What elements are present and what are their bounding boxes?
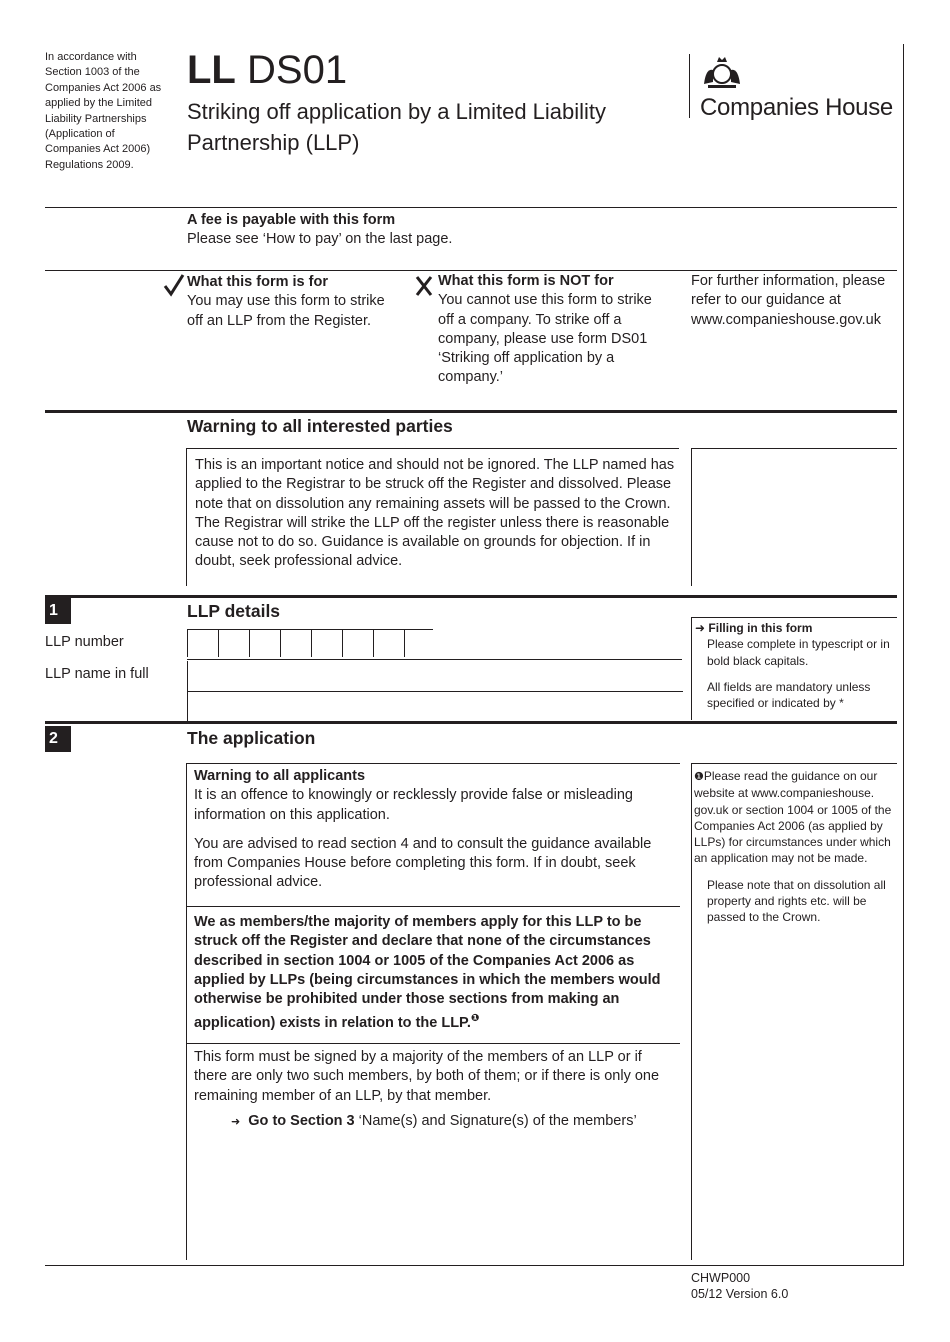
advice-text: You are advised to read section 4 and to consult the guidance available from Companies House before completing this form. If in doubt, seek professional advice.	[194, 835, 652, 891]
cross-icon	[414, 275, 434, 297]
form-not-for-text: You cannot use this form to strike off a company. To strike off a company, please use form DS01 ‘Striking off application by a company.’	[438, 292, 652, 386]
warning-applicants-text: It is an offence to knowingly or recklessly provide false or misleading information on this application.	[194, 787, 633, 823]
goto-section-3	[231, 1112, 681, 1132]
goto-section-label: Go to Section 3	[248, 1113, 355, 1129]
filling-in-title: Filling in this form	[708, 621, 813, 635]
section-2-number: 2	[45, 726, 71, 752]
form-for-title: What this form is for	[187, 274, 328, 290]
fee-title: A fee is payable with this form	[187, 212, 396, 228]
form-code-bold: LL	[187, 48, 236, 92]
form-not-purpose	[438, 272, 663, 388]
filling-in-text2: All fields are mandatory unless specified or indicated by *	[707, 679, 871, 711]
footer-code: CHWP000	[691, 1271, 751, 1285]
declaration	[194, 913, 678, 1034]
declaration-text: We as members/the majority of members apply for this LLP to be struck off the Register and declare that none of the circumstances described in section 1004 or 1005 of the Companies Act 2006 as applied by LLPs (being circumstances in which the members would otherwise be prohibited under those sections from making an application) exists in relation to the LLP.	[194, 914, 661, 1032]
form-purpose	[187, 273, 402, 331]
section-1-number: 1	[45, 598, 71, 624]
filling-in-note	[695, 620, 893, 711]
arrow-right-icon: ➜	[695, 621, 706, 635]
warning-applicants	[194, 767, 674, 893]
checkmark-icon	[163, 273, 185, 297]
form-code	[187, 46, 347, 94]
warning-applicants-title: Warning to all applicants	[194, 768, 366, 784]
fee-notice	[187, 211, 452, 250]
further-info: For further information, please refer to our guidance at www.companieshouse.gov.uk	[691, 273, 886, 328]
footer	[691, 1270, 788, 1302]
section-1-title: LLP details	[187, 601, 281, 621]
royal-crest-icon	[700, 54, 744, 90]
form-not-for-title: What this form is NOT for	[438, 273, 614, 289]
warning-parties-text: This is an important notice and should not be ignored. The LLP named has applied to the Registrar to be struck off the Register and dissolved. Please note that on dissolution any remaining assets will be passed to the Crown. The Registrar will strike the LLP off the register unless there is reasonable cause not to do so. Guidance is available on grounds for objection. If in doubt, seek professional advice.	[195, 457, 675, 570]
section-2-title: The application	[187, 728, 316, 748]
sign-instructions: This form must be signed by a majority of the members of an LLP or if there are only two such members, by both of them; or if there is only one remaining member of an LLP, by that member.	[194, 1049, 660, 1104]
footer-version: 05/12 Version 6.0	[691, 1287, 789, 1301]
form-for-text: You may use this form to strike off an LLP from the Register.	[187, 293, 385, 329]
llp-name-label: LLP name in full	[45, 666, 149, 682]
guidance-note	[694, 768, 894, 926]
arrow-right-icon: ➜	[231, 1116, 241, 1128]
llp-name-input[interactable]	[187, 661, 683, 721]
form-code-number: DS01	[247, 48, 348, 92]
note-marker-icon: ❶	[470, 1013, 480, 1025]
info-marker-icon: ❶	[694, 771, 704, 783]
goto-section-text: ‘Name(s) and Signature(s) of the members’	[354, 1113, 637, 1129]
fee-text: Please see ‘How to pay’ on the last page.	[187, 231, 453, 248]
guidance-note-text: Please read the guidance on our website at www.companieshouse. gov.uk or section 1004 or 1005 of the Companies Act 2006 (as applied by LLPs) for circumstances under which an application may not be made.	[694, 769, 892, 866]
form-title: Striking off application by a Limited Liability Partnership (LLP)	[187, 99, 607, 155]
llp-number-input[interactable]	[187, 629, 682, 659]
filling-in-text: Please complete in typescript or in bold black capitals.	[707, 637, 890, 668]
warning-parties-title: Warning to all interested parties	[187, 416, 453, 436]
llp-number-label: LLP number	[45, 634, 124, 650]
legal-note: In accordance with Section 1003 of the Companies Act 2006 as applied by the Limited Liability Partnerships (Application of Companies Act 2006) Regulations 2009.	[45, 51, 162, 171]
guidance-note-text2: Please note that on dissolution all property and rights etc. will be passed to the Crown.	[707, 877, 886, 925]
companies-house-logo-text: Companies House	[700, 94, 893, 121]
